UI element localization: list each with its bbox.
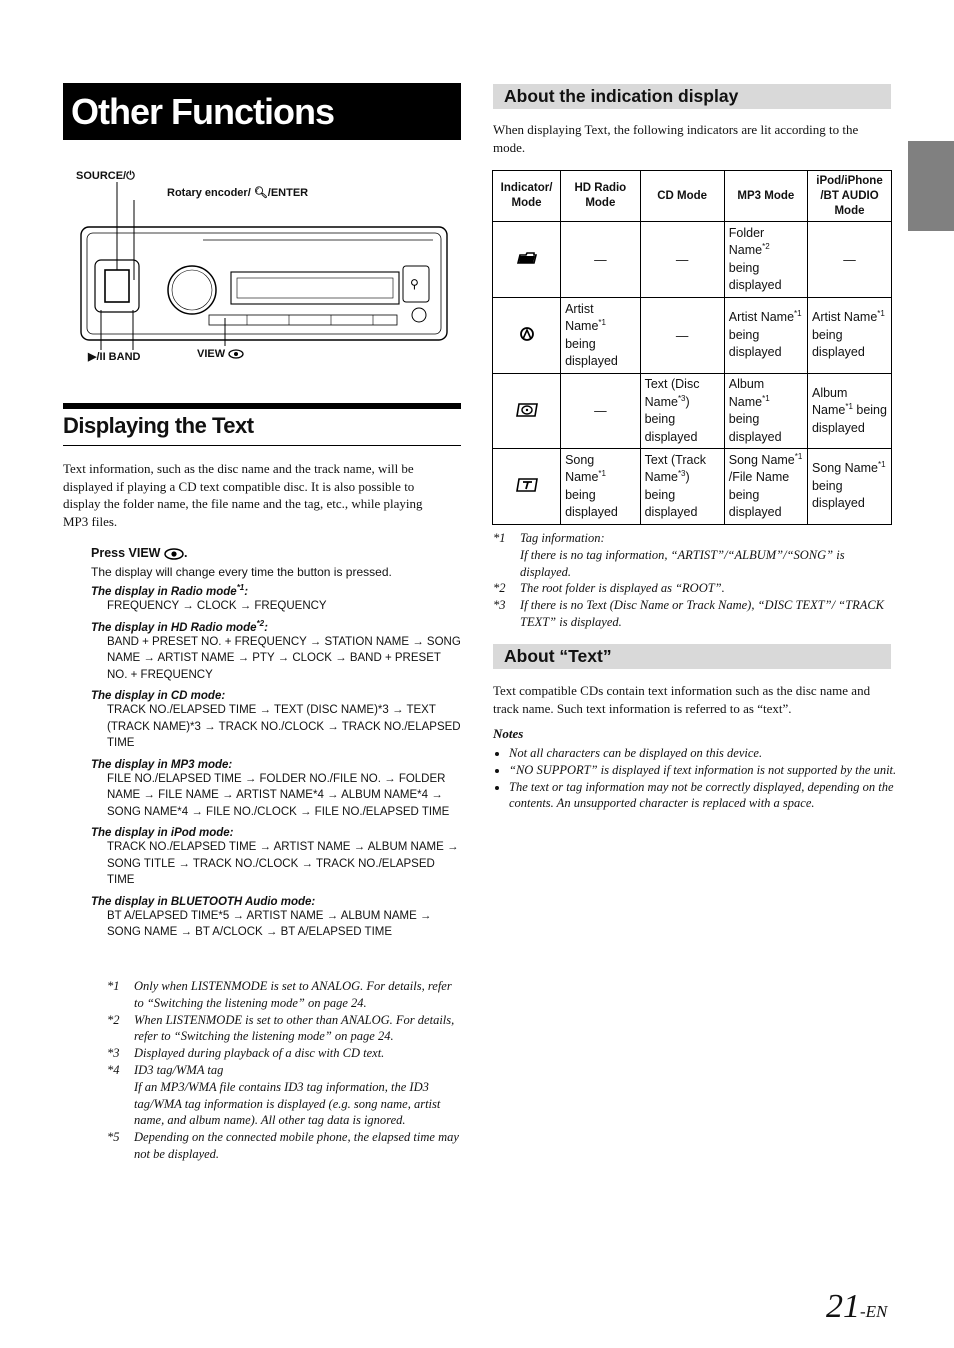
footnote-mark: *4 <box>107 1062 120 1077</box>
footnote-mark <box>107 1079 134 1129</box>
footnote-mark <box>493 547 520 581</box>
page-number-suffix: -EN <box>860 1302 888 1321</box>
table-cell: — <box>640 298 724 374</box>
table-cell: — <box>561 374 641 449</box>
table-cell: Text (Track Name$^{*3}$) being displayed <box>640 449 724 525</box>
mode-label-hd-radio-sup: *2 <box>256 618 265 628</box>
footnote <box>107 1062 461 1079</box>
footnote-text: If there is no tag information, “ARTIST”/“ALBUM”/“SONG” is displayed. <box>520 547 845 579</box>
table-cell: Folder Name$^{*2}$ being displayed <box>724 222 807 298</box>
indication-footnotes <box>493 530 889 631</box>
mode-label-hd-radio-text: The display in HD Radio mode <box>91 621 257 634</box>
footnote-mark: *2 <box>493 581 506 596</box>
press-view: Press VIEW . <box>91 546 188 560</box>
mode-label-cd: The display in CD mode: <box>91 690 226 702</box>
table-cell: Artist Name$^{*1}$ being displayed <box>807 298 891 374</box>
side-tab-marker <box>908 141 954 231</box>
table-header: iPod/iPhone /BT AUDIO Mode <box>807 171 891 222</box>
about-text-heading: About “Text” <box>493 644 891 669</box>
page-title: Other Functions <box>63 83 461 140</box>
mode-sequence-cd: TRACK NO./ELAPSED TIME → TEXT (DISC NAME)*3 → TEXT (TRACK NAME)*3 → TRACK NO./CLOCK → TRACK NO./ELAPSED TIME <box>107 704 461 749</box>
footnote <box>107 1079 461 1129</box>
artist-icon <box>493 298 561 374</box>
footnote-mark: *5 <box>107 1130 120 1145</box>
footnote <box>493 547 889 581</box>
footnote-text: If an MP3/WMA file contains ID3 tag information, the ID3 tag/WMA tag information is displayed (e.g. song name, artist name, and album name). All other tag data is ignored. <box>134 1079 441 1128</box>
footnote-text: If there is no Text (Disc Name or Track Name), “DISC TEXT”/ “TRACK TEXT” is displayed. <box>520 598 885 629</box>
mode-label-bluetooth: The display in BLUETOOTH Audio mode: <box>91 895 316 908</box>
footnote <box>107 978 461 1012</box>
play-band-label: ▶/II BAND <box>88 351 141 363</box>
displaying-text-intro: Text information, such as the disc name and the track name, will be displayed if playing a CD text compatible disc. It is also possible to display the folder name, the file name and the tag, etc., while playing MP3 files. <box>63 461 423 529</box>
footnote <box>493 530 889 547</box>
footnote-mark: *1 <box>107 979 120 993</box>
table-row <box>493 449 892 525</box>
mode-label-radio-text: The display in Radio mode <box>91 586 237 598</box>
mode-sequence-mp3: FILE NO./ELAPSED TIME → FOLDER NO./FILE NO. → FOLDER NAME → FILE NAME → ARTIST NAME*4 → ALBUM NAME*4 → SONG NAME*4 → FILE NO./CLOCK → FILE NO./ELAPSED TIME <box>107 772 450 818</box>
page-number <box>826 1288 887 1326</box>
footnote-text: Depending on the connected mobile phone, the elapsed time may not be displayed. <box>134 1130 459 1161</box>
notes-list <box>493 745 907 812</box>
table-cell: — <box>561 222 641 298</box>
display-footnotes <box>107 978 461 1163</box>
rotary-label: Rotary encoder/ 🔍︎/ENTER <box>167 187 309 199</box>
footnote-mark: *1 <box>493 531 506 545</box>
table-header: Indicator/ Mode <box>493 171 561 222</box>
table-row <box>493 374 892 449</box>
folder-icon <box>493 222 561 298</box>
page-number-value: 21 <box>826 1288 860 1325</box>
footnote <box>493 580 889 597</box>
mode-label-radio: The display in Radio mode$^{*1}$: <box>91 583 249 598</box>
mode-label-hd-radio: The display in HD Radio mode$^{*2}$: <box>91 618 268 634</box>
note-item: • “NO SUPPORT” is displayed if text information is not supported by the unit. <box>509 762 907 779</box>
note-item: • The text or tag information may not be correctly displayed, depending on the contents. An unsupported character is replaced with a space. <box>509 779 907 813</box>
table-cell: Song Name$^{*1}$ being displayed <box>561 449 641 525</box>
mode-label-radio-sup: *1 <box>236 583 245 593</box>
svg-text:⚲: ⚲ <box>410 277 419 291</box>
table-cell: — <box>807 222 891 298</box>
display-steps <box>91 546 461 941</box>
about-text-intro: Text compatible CDs contain text information such as the disc name and track name. Such text information is referred to as “text”. <box>493 683 871 716</box>
table-cell: Song Name$^{*1}$ /File Name being displayed <box>724 449 807 525</box>
table-row <box>493 222 892 298</box>
mode-sequence-ipod: TRACK NO./ELAPSED TIME → ARTIST NAME → ALBUM NAME → SONG TITLE → TRACK NO./CLOCK → TRACK NO./ELAPSED TIME <box>107 841 459 886</box>
footnote-mark: *3 <box>493 598 506 613</box>
footnote <box>493 597 889 631</box>
indication-intro: When displaying Text, the following indicators are lit according to the mode. <box>493 122 859 155</box>
mode-label-mp3: The display in MP3 mode: <box>91 758 233 771</box>
footnote-text: Displayed during playback of a disc with CD text. <box>134 1046 385 1061</box>
table-header: CD Mode <box>640 171 724 222</box>
indication-heading: About the indication display <box>493 84 891 109</box>
device-diagram <box>63 160 461 370</box>
footnote-mark: *2 <box>107 1012 120 1027</box>
table-cell: Artist Name$^{*1}$ being displayed <box>561 298 641 374</box>
footnote-mark: *3 <box>107 1046 120 1061</box>
table-cell: Song Name$^{*1}$ being displayed <box>807 449 891 525</box>
footnote <box>107 1045 461 1062</box>
mode-label-ipod: The display in iPod mode: <box>91 827 234 839</box>
footnote-text: Only when LISTENMODE is set to ANALOG. For details, refer to “Switching the listening mode” on page 24. <box>134 979 452 1010</box>
table-header: MP3 Mode <box>724 171 807 222</box>
table-cell: Artist Name$^{*1}$ being displayed <box>724 298 807 374</box>
table-row <box>493 298 892 374</box>
displaying-text-heading: Displaying the Text <box>63 403 461 446</box>
note-item: • Not all characters can be displayed on this device. <box>509 745 907 762</box>
view-label-text: VIEW <box>197 348 226 360</box>
table-header: HD Radio Mode <box>561 171 641 222</box>
indicator-table <box>492 170 892 525</box>
footnote <box>107 1012 461 1046</box>
table-cell: Album Name$^{*1}$ being displayed <box>724 374 807 449</box>
mode-sequence-hd-radio: BAND + PRESET NO. + FREQUENCY → STATION NAME → SONG NAME → ARTIST NAME → PTY → CLOCK → BAND + PRESET NO. + FREQUENCY <box>107 635 461 681</box>
mode-sequence-bluetooth: BT A/ELAPSED TIME*5 → ARTIST NAME → ALBUM NAME → SONG NAME → BT A/CLOCK → BT A/ELAPSED TIME <box>107 909 432 938</box>
press-view-text: Press VIEW <box>91 546 161 560</box>
footnote-text: ID3 tag/WMA tag <box>134 1062 224 1077</box>
footnote-text: When LISTENMODE is set to other than ANALOG. For details, refer to “Switching the listening mode” on page 24. <box>134 1012 455 1044</box>
eye-icon <box>164 548 184 560</box>
press-view-desc: The display will change every time the button is pressed. <box>91 565 392 579</box>
head-unit-drawing <box>63 160 461 370</box>
footnote <box>107 1129 461 1163</box>
table-cell: Album Name$^{*1}$ being displayed <box>807 374 891 449</box>
footnote-text: Tag information: <box>520 531 605 545</box>
table-cell: Text (Disc Name$^{*3}$) being displayed <box>640 374 724 449</box>
footnote-text: The root folder is displayed as “ROOT”. <box>520 581 725 596</box>
table-cell: — <box>640 222 724 298</box>
mode-sequence-radio: FREQUENCY → CLOCK → FREQUENCY <box>107 600 327 612</box>
disc-icon <box>493 374 561 449</box>
notes-title: Notes <box>493 726 524 741</box>
source-label: SOURCE/⏻ <box>76 170 135 182</box>
track-icon <box>493 449 561 525</box>
